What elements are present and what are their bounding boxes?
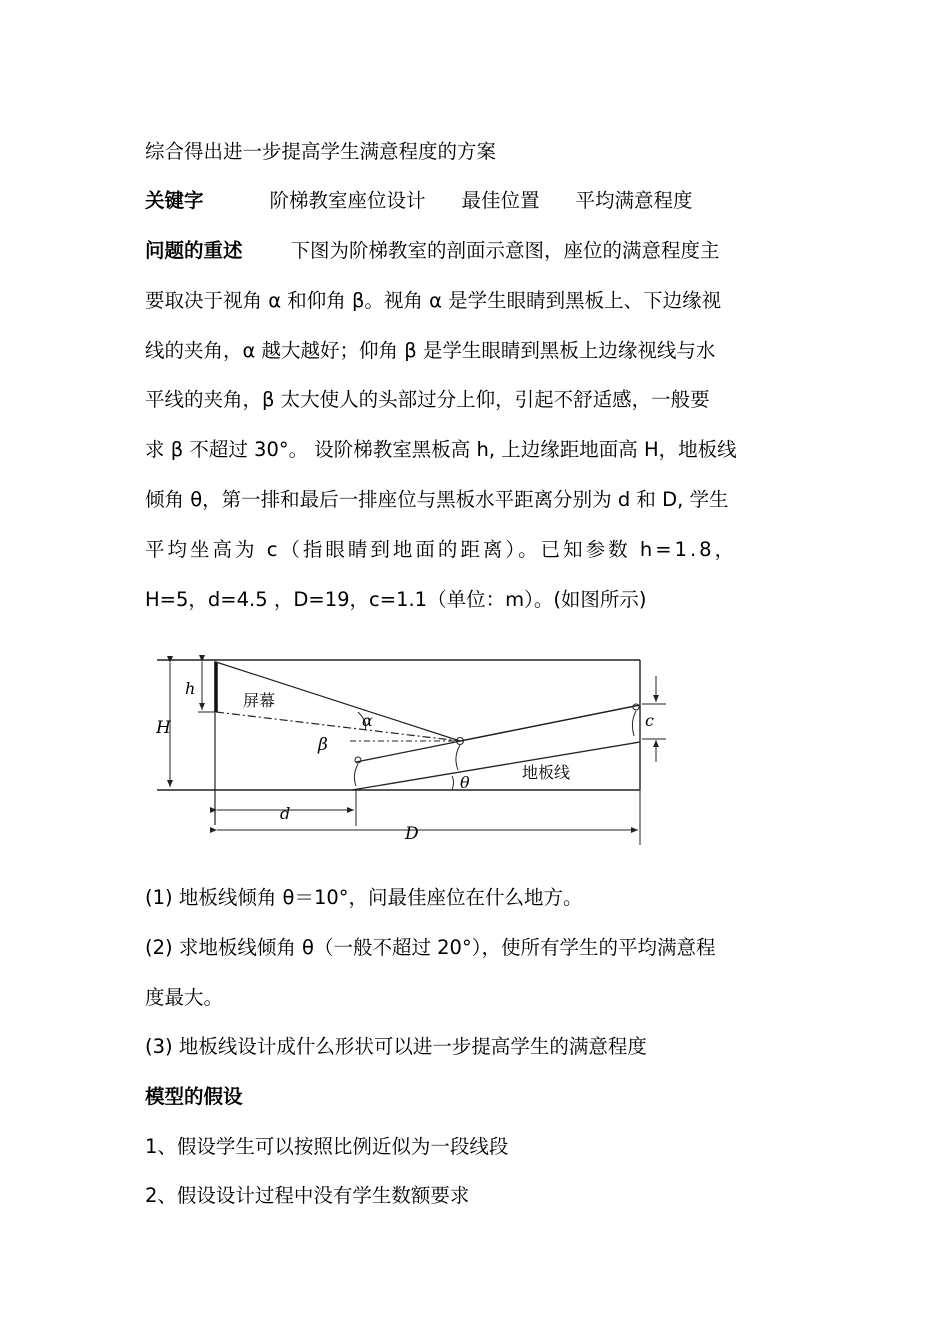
intro-line: 综合得出进一步提高学生满意程度的方案 (145, 140, 497, 163)
paragraph-line: 下图为阶梯教室的剖面示意图，座位的满意程度主 (290, 239, 720, 262)
label-beta: β (318, 735, 328, 755)
label-H: H (156, 718, 171, 738)
paragraph-line: 平线的夹角，β 太大使人的头部过分上仰，引起不舒适感，一般要 (145, 388, 710, 411)
keywords-line (145, 188, 810, 214)
question-line: (2) 求地板线倾角 θ（一般不超过 20°），使所有学生的平均满意程 (145, 936, 716, 959)
paragraph-line: 平均坐高为 c（指眼睛到地面的距离）。已知参数 h=1.8， (145, 538, 738, 561)
label-screen: 屏幕 (243, 691, 276, 710)
paragraph-line: H=5，d=4.5 ，D=19，c=1.1（单位：m）。(如图所示) (145, 588, 647, 611)
label-h: h (185, 679, 196, 698)
restatement-heading: 问题的重述 (145, 239, 243, 262)
assumption-item: 1、假设学生可以按照比例近似为一段线段 (145, 1135, 509, 1158)
label-D: D (405, 824, 419, 844)
assumption-item: 2、假设设计过程中没有学生数额要求 (145, 1184, 470, 1207)
keyword-item: 阶梯教室座位设计 (269, 189, 426, 212)
keyword-item: 最佳位置 (461, 189, 540, 212)
keywords-label: 关键字 (145, 189, 204, 212)
label-alpha: α (362, 711, 373, 730)
question-line: (1) 地板线倾角 θ＝10°，问最佳座位在什么地方。 (145, 886, 583, 909)
label-theta: θ (460, 773, 470, 792)
question-line: 度最大。 (145, 986, 224, 1009)
paragraph-line: 要取决于视角 α 和仰角 β。视角 α 是学生眼睛到黑板上、下边缘视 (145, 289, 722, 312)
label-d: d (280, 804, 291, 823)
paragraph-line: 倾角 θ，第一排和最后一排座位与黑板水平距离分别为 d 和 D, 学生 (145, 488, 729, 511)
question-line: (3) 地板线设计成什么形状可以进一步提高学生的满意程度 (145, 1035, 647, 1058)
classroom-section-figure (150, 652, 654, 852)
assumptions-heading: 模型的假设 (145, 1085, 243, 1108)
label-floor-line: 地板线 (522, 763, 571, 782)
label-c: c (645, 711, 654, 730)
restatement-first-line (145, 238, 810, 264)
paragraph-line: 求 β 不超过 30°。 设阶梯教室黑板高 h, 上边缘距地面高 H，地板线 (145, 438, 737, 461)
paragraph-line: 线的夹角，α 越大越好；仰角 β 是学生眼睛到黑板上边缘视线与水 (145, 339, 716, 362)
keyword-item: 平均满意程度 (575, 189, 693, 212)
